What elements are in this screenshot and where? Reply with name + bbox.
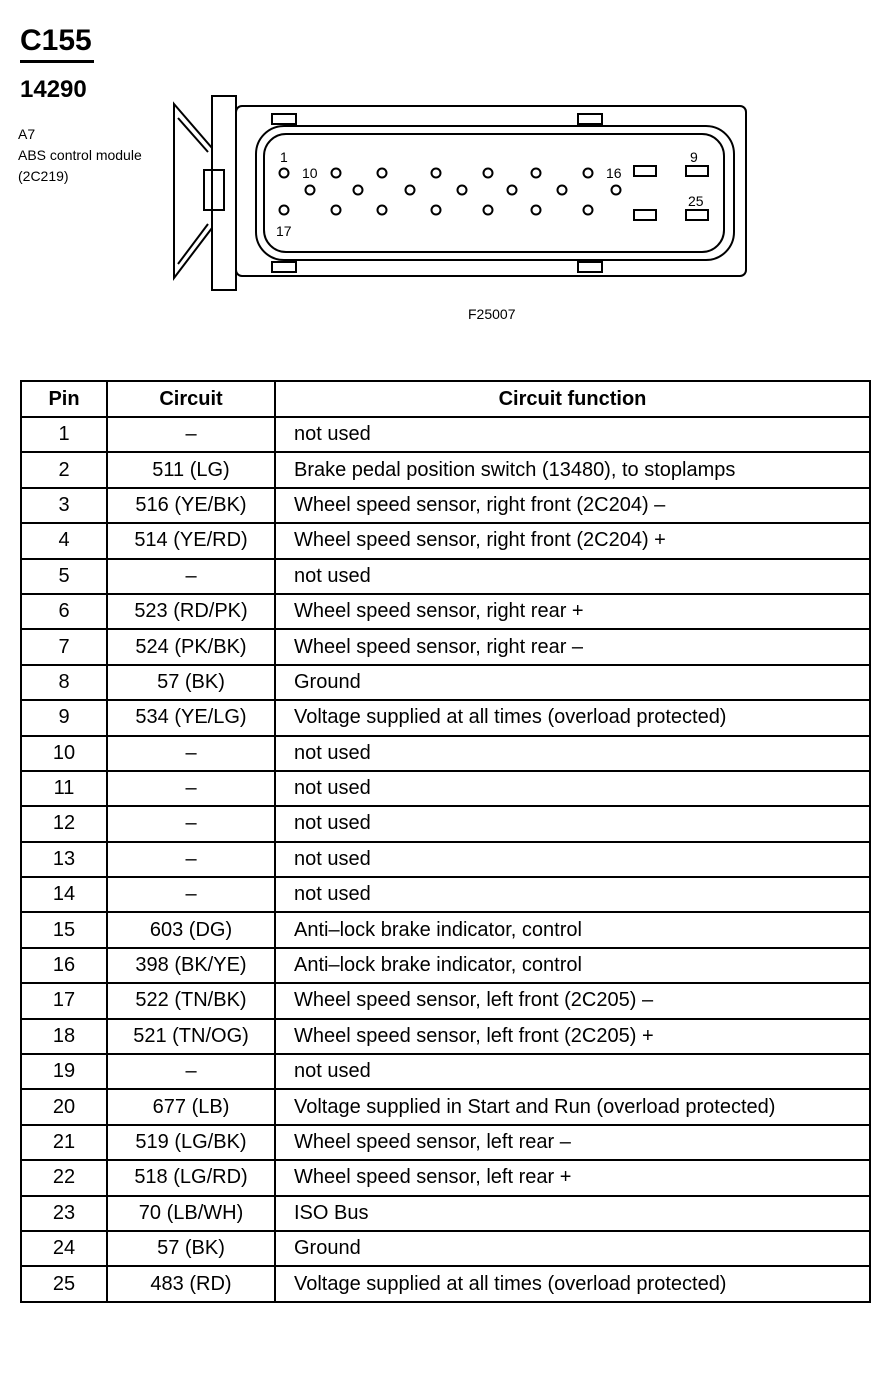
connector-diagram [160, 88, 760, 298]
pin-cell: 18 [21, 1019, 107, 1054]
pin-cell: 13 [21, 842, 107, 877]
table-row [21, 523, 870, 558]
pin-socket [406, 186, 415, 195]
circuit-cell: – [107, 1054, 275, 1089]
table-row [21, 700, 870, 735]
pin-cell: 7 [21, 629, 107, 664]
table-row [21, 1196, 870, 1231]
pin-socket [280, 206, 289, 215]
pin-label-1: 1 [280, 149, 288, 165]
pin-cell: 16 [21, 948, 107, 983]
function-cell: Wheel speed sensor, left front (2C205) – [275, 983, 870, 1018]
component-description [18, 124, 142, 187]
pin-socket [484, 169, 493, 178]
pin-16-terminal [634, 166, 656, 176]
circuit-cell: – [107, 559, 275, 594]
header-pin: Pin [21, 381, 107, 417]
function-cell: not used [275, 771, 870, 806]
circuit-cell: – [107, 417, 275, 452]
table-row [21, 1019, 870, 1054]
circuit-cell: – [107, 806, 275, 841]
table-row [21, 665, 870, 700]
pin-socket [584, 206, 593, 215]
table-row [21, 983, 870, 1018]
function-cell: Voltage supplied at all times (overload protected) [275, 700, 870, 735]
function-cell: Wheel speed sensor, right front (2C204) + [275, 523, 870, 558]
pin-cell: 14 [21, 877, 107, 912]
circuit-cell: – [107, 736, 275, 771]
table-header-row [21, 381, 870, 417]
table-row [21, 1125, 870, 1160]
table-row [21, 806, 870, 841]
circuit-cell: 521 (TN/OG) [107, 1019, 275, 1054]
pin-cell: 2 [21, 452, 107, 487]
circuit-cell: – [107, 771, 275, 806]
connector-face [256, 126, 734, 260]
table-row [21, 488, 870, 523]
pin-cell: 4 [21, 523, 107, 558]
pin-socket [378, 206, 387, 215]
pin-socket [432, 206, 441, 215]
circuit-cell: 518 (LG/RD) [107, 1160, 275, 1195]
pin-cell: 8 [21, 665, 107, 700]
circuit-cell: 483 (RD) [107, 1266, 275, 1301]
function-cell: Ground [275, 665, 870, 700]
function-cell: Wheel speed sensor, right rear + [275, 594, 870, 629]
function-cell: Anti–lock brake indicator, control [275, 948, 870, 983]
connector-body [236, 106, 746, 276]
pin-socket [280, 169, 289, 178]
circuit-cell: 519 (LG/BK) [107, 1125, 275, 1160]
circuit-cell: 522 (TN/BK) [107, 983, 275, 1018]
pin-cell: 11 [21, 771, 107, 806]
function-cell: Wheel speed sensor, left front (2C205) + [275, 1019, 870, 1054]
function-cell: not used [275, 559, 870, 594]
function-cell: not used [275, 736, 870, 771]
table-row [21, 1089, 870, 1124]
pin-cell: 21 [21, 1125, 107, 1160]
pin-socket [484, 206, 493, 215]
pin-socket [306, 186, 315, 195]
table-row [21, 594, 870, 629]
pin-socket [508, 186, 517, 195]
pin-socket [332, 206, 341, 215]
table-row [21, 1054, 870, 1089]
function-cell: Wheel speed sensor, left rear – [275, 1125, 870, 1160]
pin-cell: 22 [21, 1160, 107, 1195]
function-cell: ISO Bus [275, 1196, 870, 1231]
function-cell: Wheel speed sensor, left rear + [275, 1160, 870, 1195]
location-code: A7 [18, 126, 36, 142]
table-row [21, 842, 870, 877]
pin-9-terminal [686, 166, 708, 176]
table-row [21, 877, 870, 912]
table-row [21, 452, 870, 487]
connector-id: C155 [20, 24, 94, 63]
pin-socket [612, 186, 621, 195]
pin-cell: 1 [21, 417, 107, 452]
table-row [21, 417, 870, 452]
function-cell: Wheel speed sensor, right rear – [275, 629, 870, 664]
circuit-cell: 523 (RD/PK) [107, 594, 275, 629]
pin-cell: 25 [21, 1266, 107, 1301]
function-cell: Ground [275, 1231, 870, 1266]
function-cell: not used [275, 877, 870, 912]
pin-label-10: 10 [302, 165, 318, 181]
circuit-cell: – [107, 842, 275, 877]
pin-socket [458, 186, 467, 195]
table-row [21, 1160, 870, 1195]
part-number: 14290 [20, 76, 87, 103]
circuit-cell: 524 (PK/BK) [107, 629, 275, 664]
pin-label-17: 17 [276, 223, 292, 239]
function-cell: not used [275, 842, 870, 877]
component-part: (2C219) [18, 168, 69, 184]
header-circuit-function: Circuit function [275, 381, 870, 417]
pin-cell: 10 [21, 736, 107, 771]
function-cell: Voltage supplied at all times (overload protected) [275, 1266, 870, 1301]
pin-cell: 24 [21, 1231, 107, 1266]
pin-socket [558, 186, 567, 195]
circuit-cell: 70 (LB/WH) [107, 1196, 275, 1231]
component-name: ABS control module [18, 147, 142, 163]
circuit-cell: 57 (BK) [107, 665, 275, 700]
pin-socket [532, 169, 541, 178]
circuit-cell: 534 (YE/LG) [107, 700, 275, 735]
pin-label-25: 25 [688, 193, 704, 209]
pin-17-terminal [634, 210, 656, 220]
pin-cell: 20 [21, 1089, 107, 1124]
table-row [21, 771, 870, 806]
pin-table [20, 380, 871, 1303]
function-cell: Anti–lock brake indicator, control [275, 912, 870, 947]
pin-25-terminal [686, 210, 708, 220]
pin-socket [332, 169, 341, 178]
pin-cell: 17 [21, 983, 107, 1018]
pin-socket [532, 206, 541, 215]
function-cell: not used [275, 806, 870, 841]
pin-cell: 9 [21, 700, 107, 735]
circuit-cell: 57 (BK) [107, 1231, 275, 1266]
circuit-cell: – [107, 877, 275, 912]
pin-label-9: 9 [690, 149, 698, 165]
function-cell: Brake pedal position switch (13480), to stoplamps [275, 452, 870, 487]
pin-cell: 6 [21, 594, 107, 629]
figure-id: F25007 [468, 306, 516, 322]
table-row [21, 912, 870, 947]
connector-latch [174, 104, 212, 278]
pin-socket [354, 186, 363, 195]
circuit-cell: 514 (YE/RD) [107, 523, 275, 558]
pin-cell: 3 [21, 488, 107, 523]
table-row [21, 1266, 870, 1301]
function-cell: Voltage supplied in Start and Run (overload protected) [275, 1089, 870, 1124]
table-row [21, 736, 870, 771]
pin-cell: 15 [21, 912, 107, 947]
function-cell: not used [275, 1054, 870, 1089]
header-circuit: Circuit [107, 381, 275, 417]
pin-socket [584, 169, 593, 178]
circuit-cell: 677 (LB) [107, 1089, 275, 1124]
table-row [21, 629, 870, 664]
circuit-cell: 398 (BK/YE) [107, 948, 275, 983]
table-row [21, 1231, 870, 1266]
circuit-cell: 511 (LG) [107, 452, 275, 487]
pin-cell: 5 [21, 559, 107, 594]
pin-label-16: 16 [606, 165, 622, 181]
function-cell: Wheel speed sensor, right front (2C204) – [275, 488, 870, 523]
table-row [21, 948, 870, 983]
circuit-cell: 516 (YE/BK) [107, 488, 275, 523]
table-row [21, 559, 870, 594]
pin-socket [432, 169, 441, 178]
pin-cell: 19 [21, 1054, 107, 1089]
circuit-cell: 603 (DG) [107, 912, 275, 947]
pin-socket [378, 169, 387, 178]
pin-cell: 12 [21, 806, 107, 841]
function-cell: not used [275, 417, 870, 452]
pin-cell: 23 [21, 1196, 107, 1231]
